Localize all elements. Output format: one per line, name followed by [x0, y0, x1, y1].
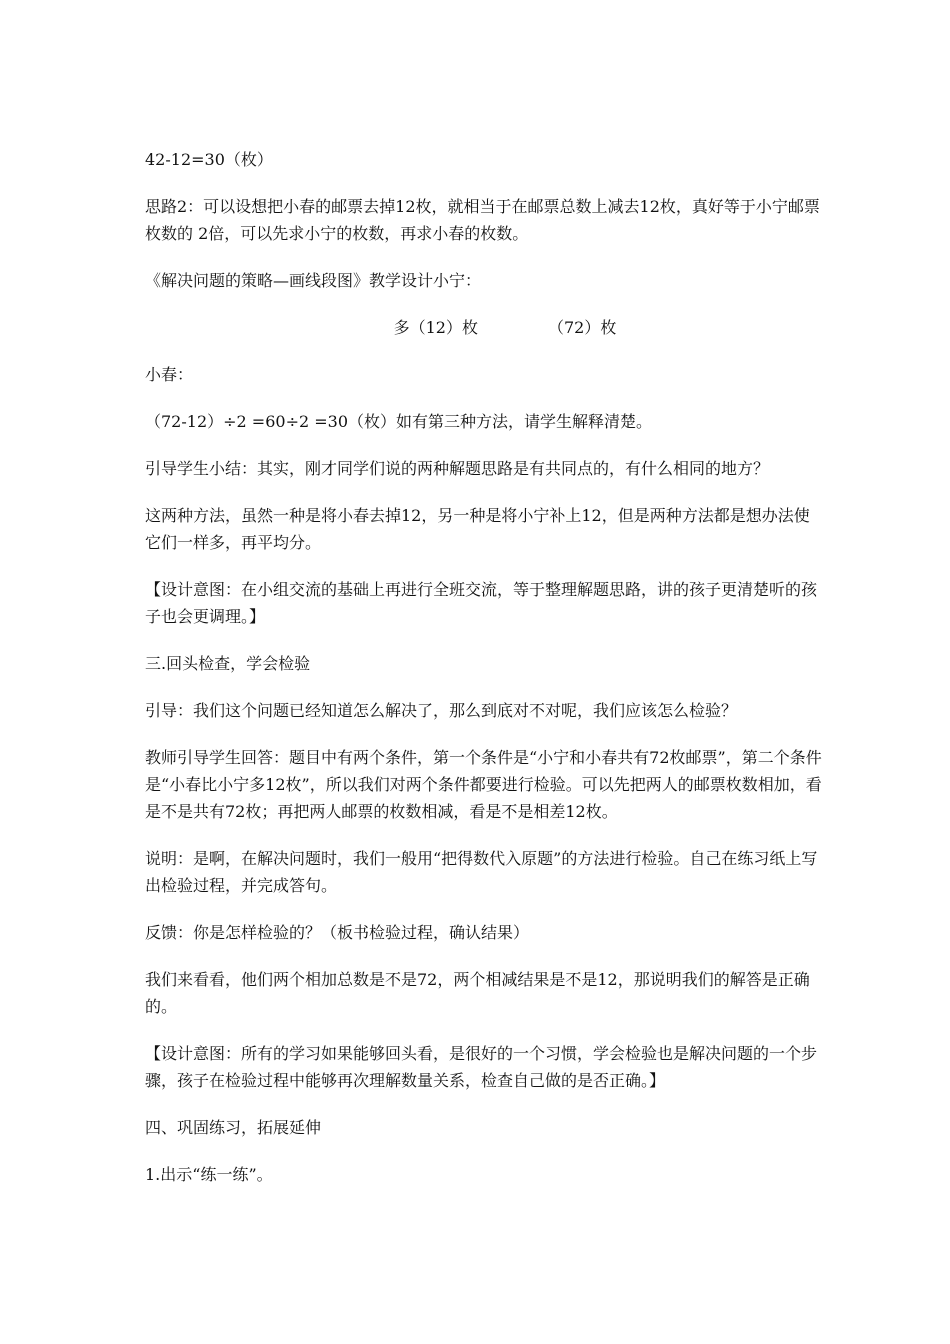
equation-line: 42-12=30（枚）: [145, 150, 273, 169]
document-body: [145, 146, 825, 1208]
summary-prompt: 引导学生小结：其实，刚才同学们说的两种解题思路是有共同点的，有什么相同的地方？: [145, 459, 770, 478]
line-diagram-labels: [145, 314, 825, 341]
xiaochun-label: 小春：: [145, 365, 194, 384]
teacher-guidance: 教师引导学生回答：题目中有两个条件，第一个条件是“小宁和小春共有72枚邮票”，第二个条件是“小春比小宁多12枚”，所以我们对两个条件都要进行检验。可以先把两人的邮票枚数相加，看是不是共有72枚；再把两人邮票的枚数相减，看是不是相差12枚。: [145, 748, 822, 821]
explanation-paragraph: 说明：是啊，在解决问题时，我们一般用“把得数代入原题”的方法进行检验。自己在练习纸上写出检验过程，并完成答句。: [145, 849, 818, 895]
calculation-line: （72-12）÷2 =60÷2 =30（枚）如有第三种方法，请学生解释清楚。: [145, 412, 653, 431]
design-intent-2: 【设计意图：所有的学习如果能够回头看，是很好的一个习惯，学会检验也是解决问题的一个步骤，孩子在检验过程中能够再次理解数量关系，检查自己做的是否正确。】: [145, 1044, 818, 1090]
design-intent-1: 【设计意图：在小组交流的基础上再进行全班交流，等于整理解题思路，讲的孩子更清楚听的孩子也会更调理。】: [145, 580, 818, 626]
section-4-heading: 四、巩固练习，拓展延伸: [145, 1118, 322, 1137]
idea-2-paragraph: 思路2：可以设想把小春的邮票去掉12枚，就相当于在邮票总数上减去12枚，真好等于小宁邮票枚数的 2倍，可以先求小宁的枚数，再求小春的枚数。: [145, 197, 820, 243]
methods-paragraph: 这两种方法，虽然一种是将小春去掉12，另一种是将小宁补上12，但是两种方法都是想办法使它们一样多，再平均分。: [145, 506, 810, 552]
feedback-line: 反馈：你是怎样检验的？（板书检验过程，确认结果）: [145, 923, 530, 942]
section-title-line: 《解决问题的策略—画线段图》教学设计小宁：: [145, 271, 482, 290]
exercise-item-1: 1.出示“练一练”。: [145, 1165, 273, 1184]
check-result-paragraph: 我们来看看，他们两个相加总数是不是72，两个相减结果是不是12，那说明我们的解答是正确的。: [145, 970, 810, 1016]
diagram-label-total: （72）枚: [548, 318, 617, 337]
section-3-heading: 三.回头检查，学会检验: [145, 654, 311, 673]
diagram-label-more: 多（12）枚: [393, 318, 478, 337]
guide-question: 引导：我们这个问题已经知道怎么解决了，那么到底对不对呢，我们应该怎么检验？: [145, 701, 738, 720]
